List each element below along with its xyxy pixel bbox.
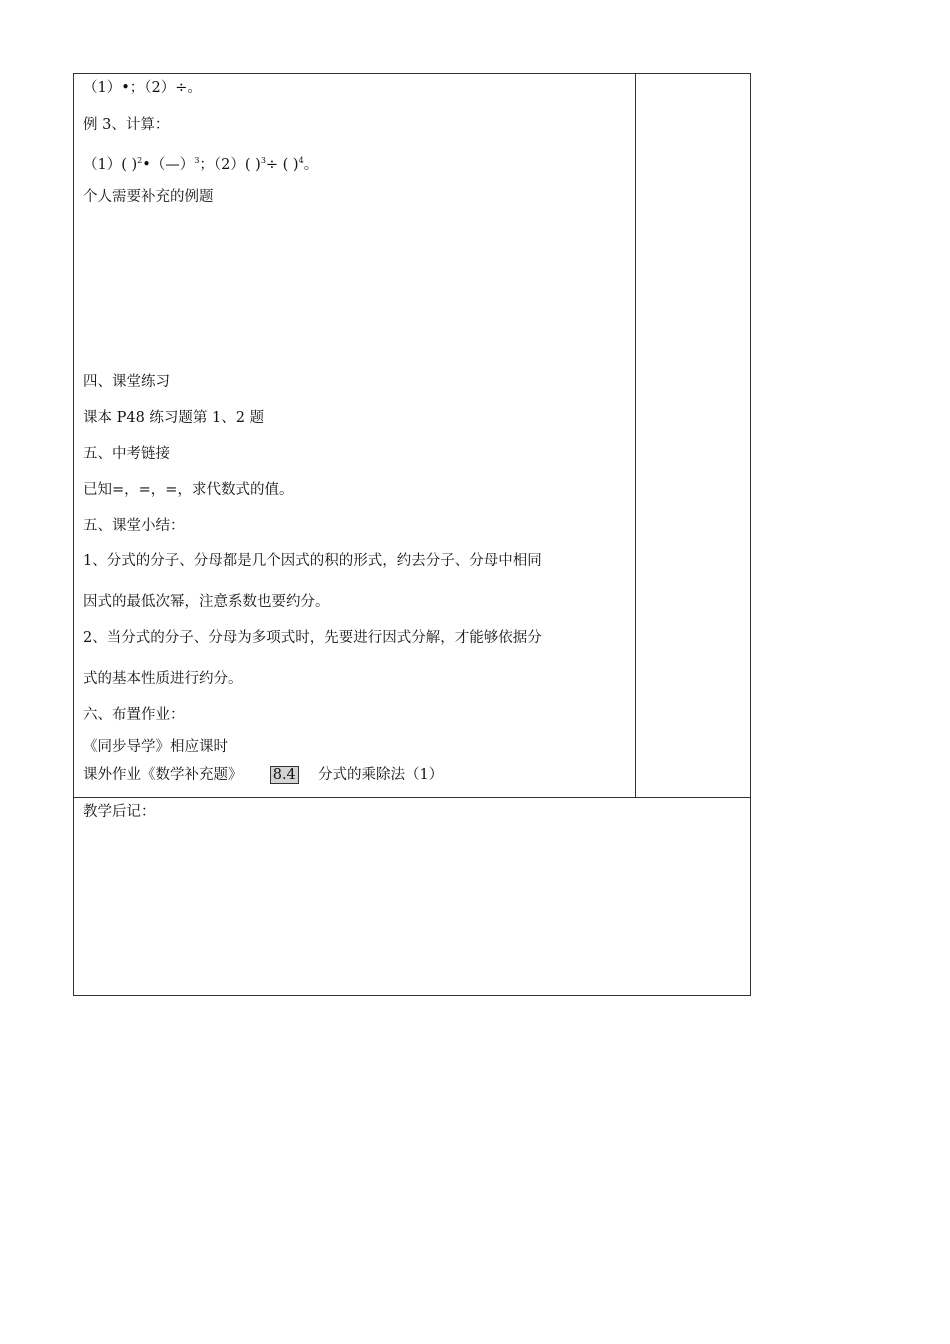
example3-part5: 。: [303, 157, 319, 173]
table-column-divider: [635, 73, 636, 797]
section-number-box: 8.4: [270, 766, 299, 784]
personal-examples-heading: 个人需要补充的例题: [83, 189, 214, 205]
postscript-label: 教学后记：: [83, 804, 156, 820]
example3-part2: •（—）: [142, 157, 195, 173]
homework-item-2: [83, 766, 443, 784]
summary-item-1a: 1、分式的分子、分母都是几个因式的积的形式，约去分子、分母中相同: [83, 553, 542, 569]
summary-item-2a: 2、当分式的分子、分母为多项式时，先要进行因式分解，才能够依据分: [83, 630, 542, 646]
example3-title: 例 3、计算：: [83, 117, 170, 133]
summary-heading: 五、课堂小结：: [83, 518, 185, 534]
homework-item-2-prefix: 课外作业《数学补充题》: [83, 767, 243, 783]
textbook-exercise: 课本 P48 练习题第 1、2 题: [83, 410, 265, 426]
exam-problem: 已知=，=，=，求代数式的值。: [83, 482, 294, 498]
summary-item-2b: 式的基本性质进行约分。: [83, 671, 243, 687]
homework-heading: 六、布置作业：: [83, 707, 185, 723]
summary-item-1b: 因式的最低次幂，注意系数也要约分。: [83, 594, 330, 610]
exponent: 2: [137, 156, 143, 165]
exponent: 4: [298, 156, 304, 165]
example3-part3: ；（2）( ): [199, 157, 261, 173]
example3-part4: ÷ ( ): [265, 157, 299, 173]
section4-heading: 四、课堂练习: [83, 374, 170, 390]
homework-item-1: 《同步导学》相应课时: [83, 739, 228, 755]
example3-problems: [83, 152, 318, 174]
table-row-divider: [73, 797, 751, 798]
example3-part1: （1）( ): [83, 157, 138, 173]
homework-item-2-suffix: 分式的乘除法（1）: [318, 767, 444, 783]
exponent: 3: [194, 156, 200, 165]
exponent: 3: [260, 156, 266, 165]
section5-heading: 五、中考链接: [83, 446, 170, 462]
exercise-line: （1）•；（2）÷。: [83, 80, 202, 96]
